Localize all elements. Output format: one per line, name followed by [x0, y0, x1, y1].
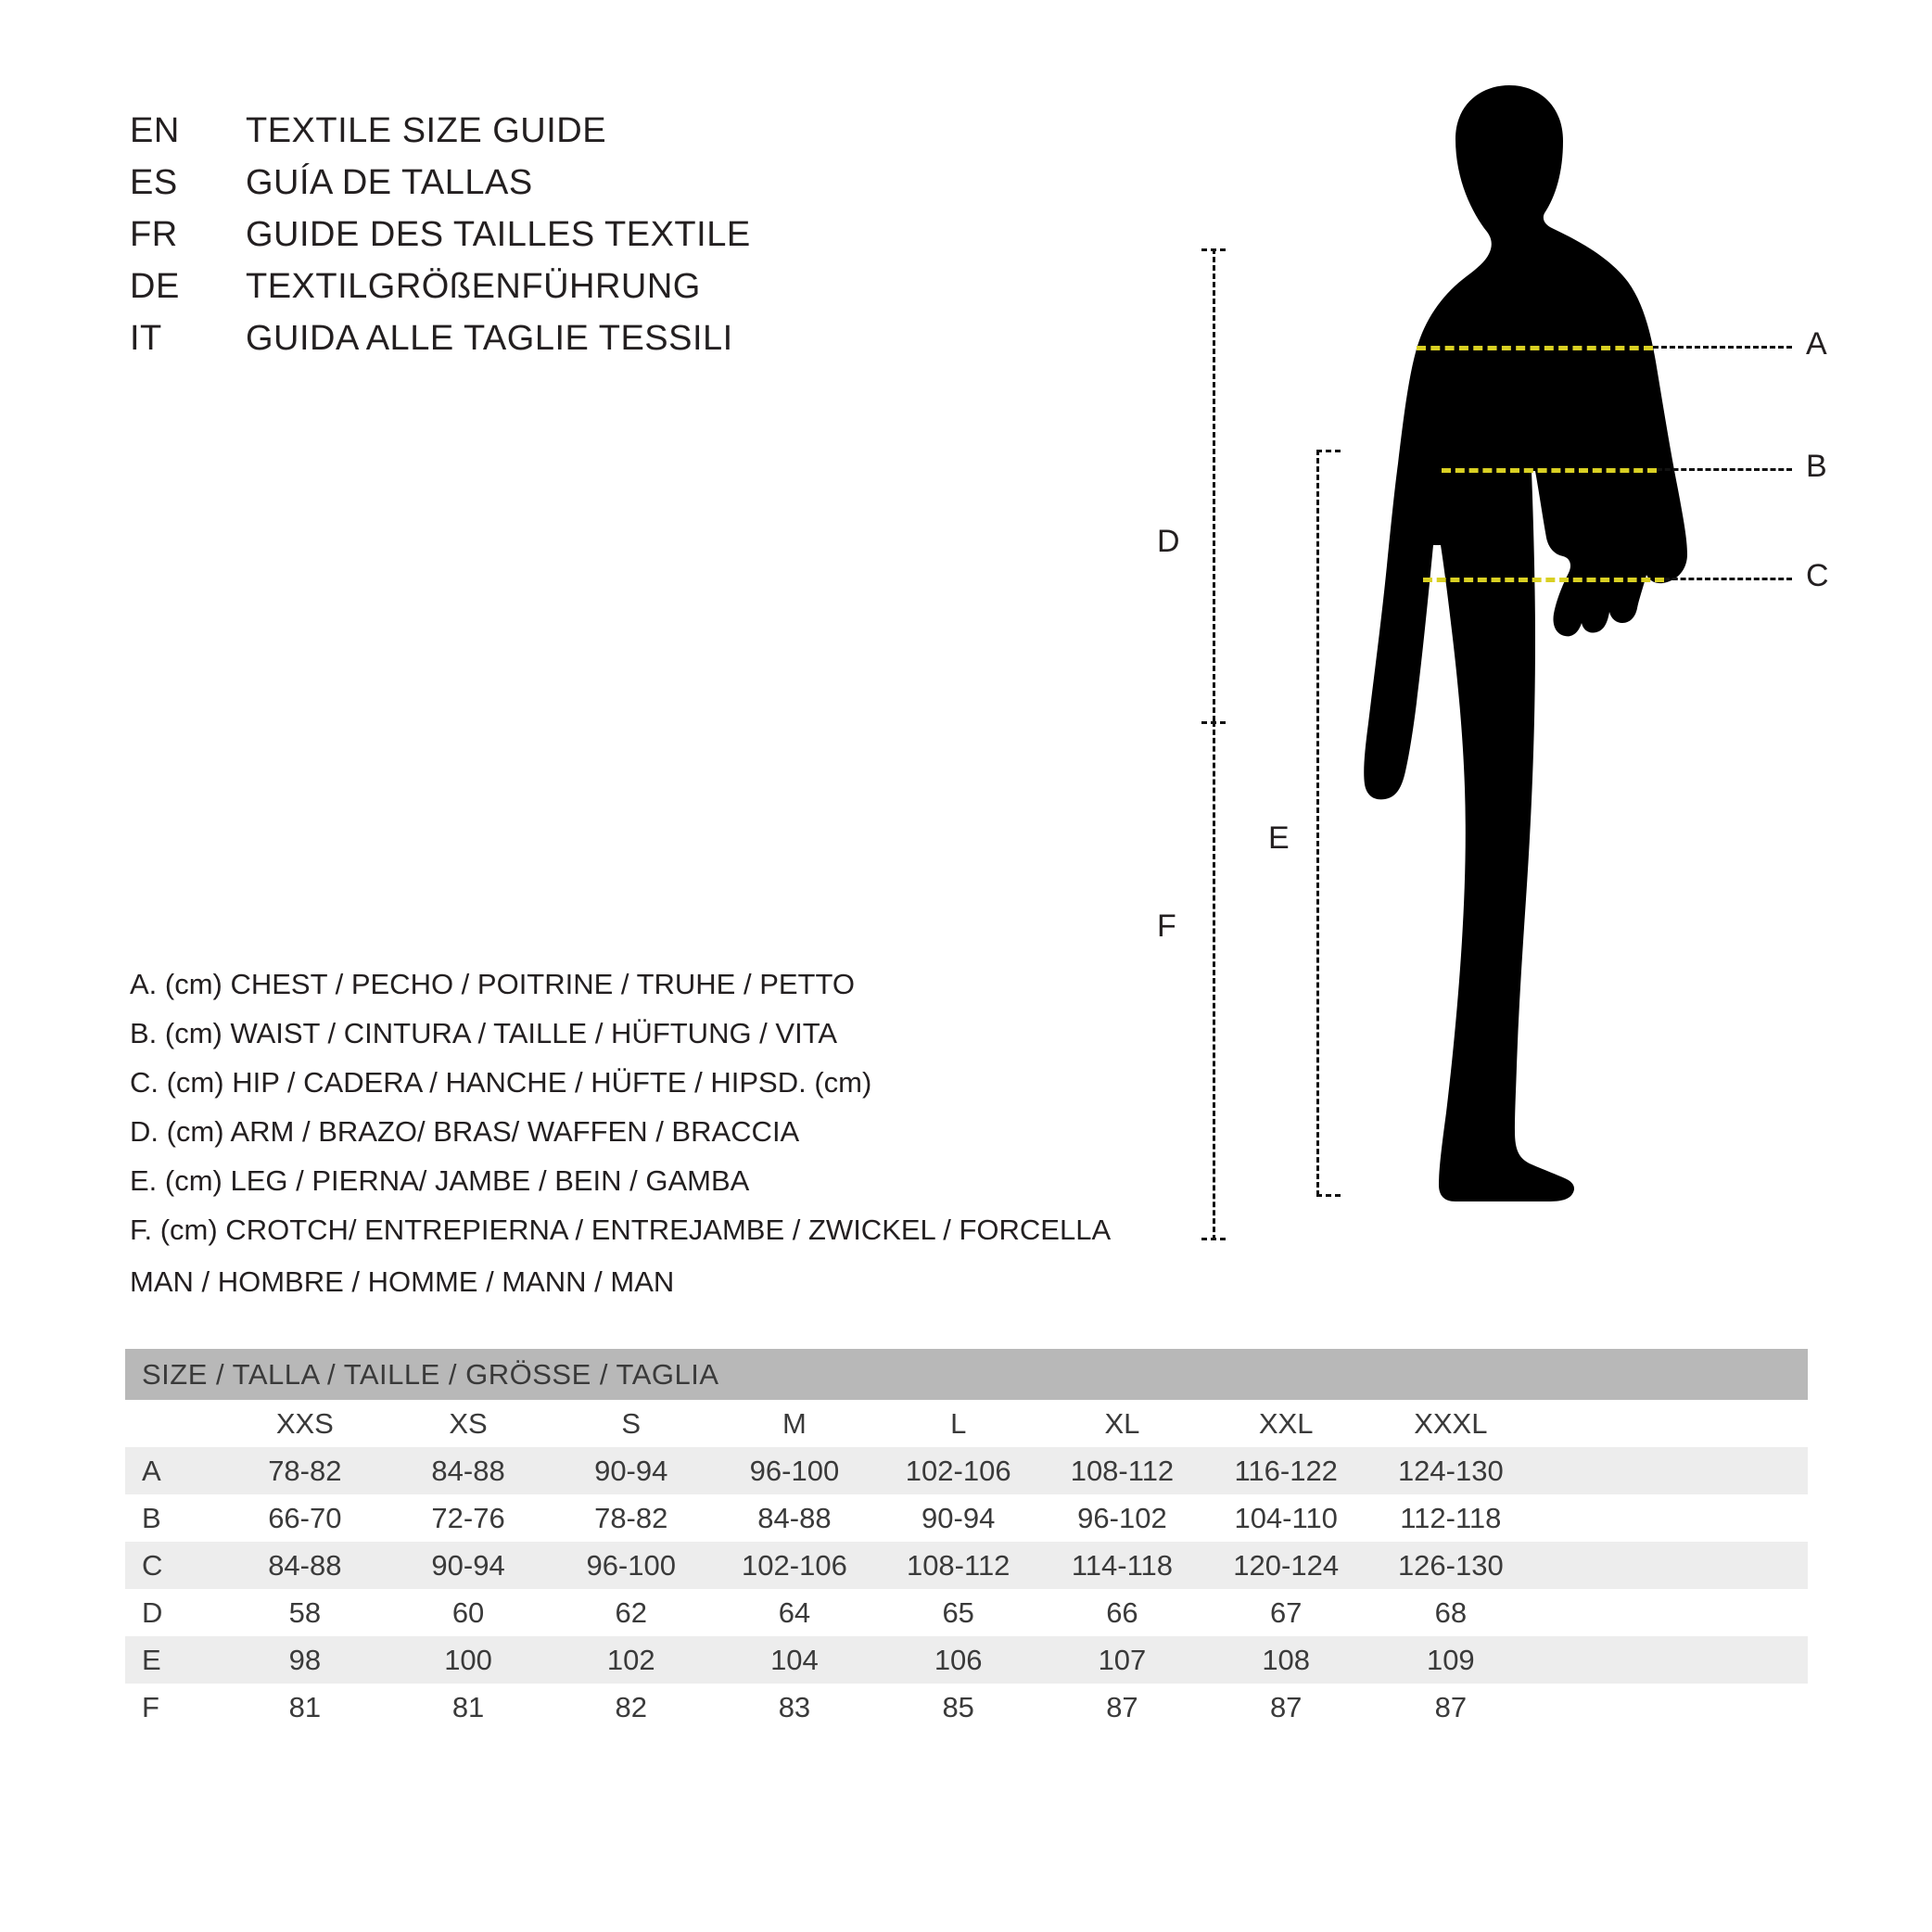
legend-item-a: A. (cm) CHEST / PECHO / POITRINE / TRUHE / PETTO: [130, 968, 855, 1000]
leader-line-c: [1664, 578, 1792, 580]
cell-d-xxxl: 68: [1368, 1589, 1534, 1636]
leader-line-a: [1653, 346, 1792, 349]
cell-a-s: 90-94: [550, 1447, 713, 1494]
cell-b-xxl: 104-110: [1204, 1494, 1368, 1542]
table-filler-cell: [1533, 1542, 1808, 1589]
dimension-tick-e-bottom: [1316, 1194, 1341, 1197]
table-band-title: SIZE / TALLA / TAILLE / GRÖSSE / TAGLIA: [125, 1349, 1808, 1400]
cell-c-xxs: 84-88: [222, 1542, 387, 1589]
column-header-xxxl: XXXL: [1368, 1400, 1534, 1447]
cell-e-l: 106: [876, 1636, 1040, 1684]
cell-f-s: 82: [550, 1684, 713, 1731]
legend-item-f: F. (cm) CROTCH/ ENTREPIERNA / ENTREJAMBE / ZWICKEL / FORCELLA: [130, 1214, 1112, 1246]
language-row-it: [130, 319, 964, 371]
cell-f-m: 83: [713, 1684, 877, 1731]
leader-line-b: [1657, 468, 1792, 471]
size-table: [125, 1349, 1808, 1731]
dimension-label-c: C: [1806, 558, 1829, 593]
column-header-xxs: XXS: [222, 1400, 387, 1447]
dimension-label-e: E: [1268, 820, 1290, 856]
table-band-header: [125, 1349, 1808, 1400]
table-row: [125, 1447, 1808, 1494]
cell-c-l: 108-112: [876, 1542, 1040, 1589]
language-code: FR: [130, 215, 178, 254]
cell-d-s: 62: [550, 1589, 713, 1636]
row-label-c: C: [125, 1542, 222, 1589]
cell-a-l: 102-106: [876, 1447, 1040, 1494]
dimension-tick-e-top: [1316, 450, 1341, 452]
cell-b-xl: 96-102: [1040, 1494, 1204, 1542]
cell-a-xxl: 116-122: [1204, 1447, 1368, 1494]
cell-f-xxl: 87: [1204, 1684, 1368, 1731]
cell-f-xxxl: 87: [1368, 1684, 1534, 1731]
cell-c-xs: 90-94: [387, 1542, 550, 1589]
gender-label: MAN / HOMBRE / HOMME / MANN / MAN: [130, 1265, 675, 1298]
row-label-b: B: [125, 1494, 222, 1542]
column-header-xs: XS: [387, 1400, 550, 1447]
row-label-f: F: [125, 1684, 222, 1731]
cell-b-s: 78-82: [550, 1494, 713, 1542]
column-header-xxl: XXL: [1204, 1400, 1368, 1447]
legend-item-e: E. (cm) LEG / PIERNA/ JAMBE / BEIN / GAMBA: [130, 1164, 750, 1197]
cell-e-xxl: 108: [1204, 1636, 1368, 1684]
column-header-s: S: [550, 1400, 713, 1447]
row-label-e: E: [125, 1636, 222, 1684]
cell-c-s: 96-100: [550, 1542, 713, 1589]
language-title: TEXTILGRÖßENFÜHRUNG: [246, 267, 701, 306]
cell-f-l: 85: [876, 1684, 1040, 1731]
cell-d-xs: 60: [387, 1589, 550, 1636]
cell-f-xs: 81: [387, 1684, 550, 1731]
cell-c-xxl: 120-124: [1204, 1542, 1368, 1589]
table-filler-cell: [1533, 1589, 1808, 1636]
dimension-label-f: F: [1157, 909, 1176, 944]
cell-f-xl: 87: [1040, 1684, 1204, 1731]
cell-e-s: 102: [550, 1636, 713, 1684]
language-row-es: [130, 163, 964, 215]
table-row: [125, 1636, 1808, 1684]
table-row: [125, 1589, 1808, 1636]
language-title: GUÍA DE TALLAS: [246, 163, 533, 202]
cell-c-xxxl: 126-130: [1368, 1542, 1534, 1589]
table-filler-cell: [1533, 1494, 1808, 1542]
man-silhouette-figure: [1316, 83, 1752, 1224]
language-title: GUIDE DES TAILLES TEXTILE: [246, 215, 751, 254]
language-code: ES: [130, 163, 178, 202]
cell-b-xxxl: 112-118: [1368, 1494, 1534, 1542]
cell-b-xs: 72-76: [387, 1494, 550, 1542]
cell-b-xxs: 66-70: [222, 1494, 387, 1542]
cell-c-m: 102-106: [713, 1542, 877, 1589]
dimension-tick-d-top: [1201, 248, 1226, 251]
table-row: [125, 1542, 1808, 1589]
cell-e-xs: 100: [387, 1636, 550, 1684]
table-row: [125, 1494, 1808, 1542]
cell-d-m: 64: [713, 1589, 877, 1636]
cell-b-l: 90-94: [876, 1494, 1040, 1542]
dimension-label-b: B: [1806, 449, 1827, 484]
cell-f-xxs: 81: [222, 1684, 387, 1731]
column-header-xl: XL: [1040, 1400, 1204, 1447]
cell-d-xxl: 67: [1204, 1589, 1368, 1636]
language-title-list: [130, 111, 964, 371]
cell-e-xl: 107: [1040, 1636, 1204, 1684]
row-label-d: D: [125, 1589, 222, 1636]
hip-measure-line: [1423, 578, 1664, 582]
chest-measure-line: [1417, 346, 1653, 350]
cell-a-xs: 84-88: [387, 1447, 550, 1494]
dimension-line-f: [1213, 721, 1215, 1240]
column-header-l: L: [876, 1400, 1040, 1447]
table-column-header-row: [125, 1400, 1808, 1447]
cell-d-l: 65: [876, 1589, 1040, 1636]
cell-e-xxxl: 109: [1368, 1636, 1534, 1684]
table-corner-cell: [125, 1400, 222, 1447]
cell-d-xl: 66: [1040, 1589, 1204, 1636]
cell-e-xxs: 98: [222, 1636, 387, 1684]
cell-e-m: 104: [713, 1636, 877, 1684]
language-code: DE: [130, 267, 180, 306]
dimension-line-d: [1213, 248, 1215, 721]
row-label-a: A: [125, 1447, 222, 1494]
language-code: EN: [130, 111, 180, 150]
legend-item-d: D. (cm) ARM / BRAZO/ BRAS/ WAFFEN / BRACCIA: [130, 1115, 800, 1148]
table-filler-cell: [1533, 1636, 1808, 1684]
language-row-en: [130, 111, 964, 163]
cell-a-xl: 108-112: [1040, 1447, 1204, 1494]
language-title: TEXTILE SIZE GUIDE: [246, 111, 607, 150]
table-filler-cell: [1533, 1447, 1808, 1494]
column-header-m: M: [713, 1400, 877, 1447]
language-row-fr: [130, 215, 964, 267]
dimension-line-e: [1316, 450, 1319, 1196]
legend-item-c: C. (cm) HIP / CADERA / HANCHE / HÜFTE / HIPSD. (cm): [130, 1066, 872, 1099]
language-row-de: [130, 267, 964, 319]
cell-b-m: 84-88: [713, 1494, 877, 1542]
measurement-diagram: [1020, 83, 1873, 1224]
language-code: IT: [130, 319, 162, 358]
cell-a-xxxl: 124-130: [1368, 1447, 1534, 1494]
cell-d-xxs: 58: [222, 1589, 387, 1636]
dimension-tick-f-bottom: [1201, 1238, 1226, 1240]
cell-a-m: 96-100: [713, 1447, 877, 1494]
table-filler-cell: [1533, 1400, 1808, 1447]
cell-c-xl: 114-118: [1040, 1542, 1204, 1589]
table-filler-cell: [1533, 1684, 1808, 1731]
language-title: GUIDA ALLE TAGLIE TESSILI: [246, 319, 733, 358]
table-row: [125, 1684, 1808, 1731]
cell-a-xxs: 78-82: [222, 1447, 387, 1494]
dimension-label-d: D: [1157, 524, 1180, 559]
legend-item-b: B. (cm) WAIST / CINTURA / TAILLE / HÜFTUNG / VITA: [130, 1017, 838, 1049]
waist-measure-line: [1442, 468, 1657, 473]
dimension-label-a: A: [1806, 326, 1827, 362]
